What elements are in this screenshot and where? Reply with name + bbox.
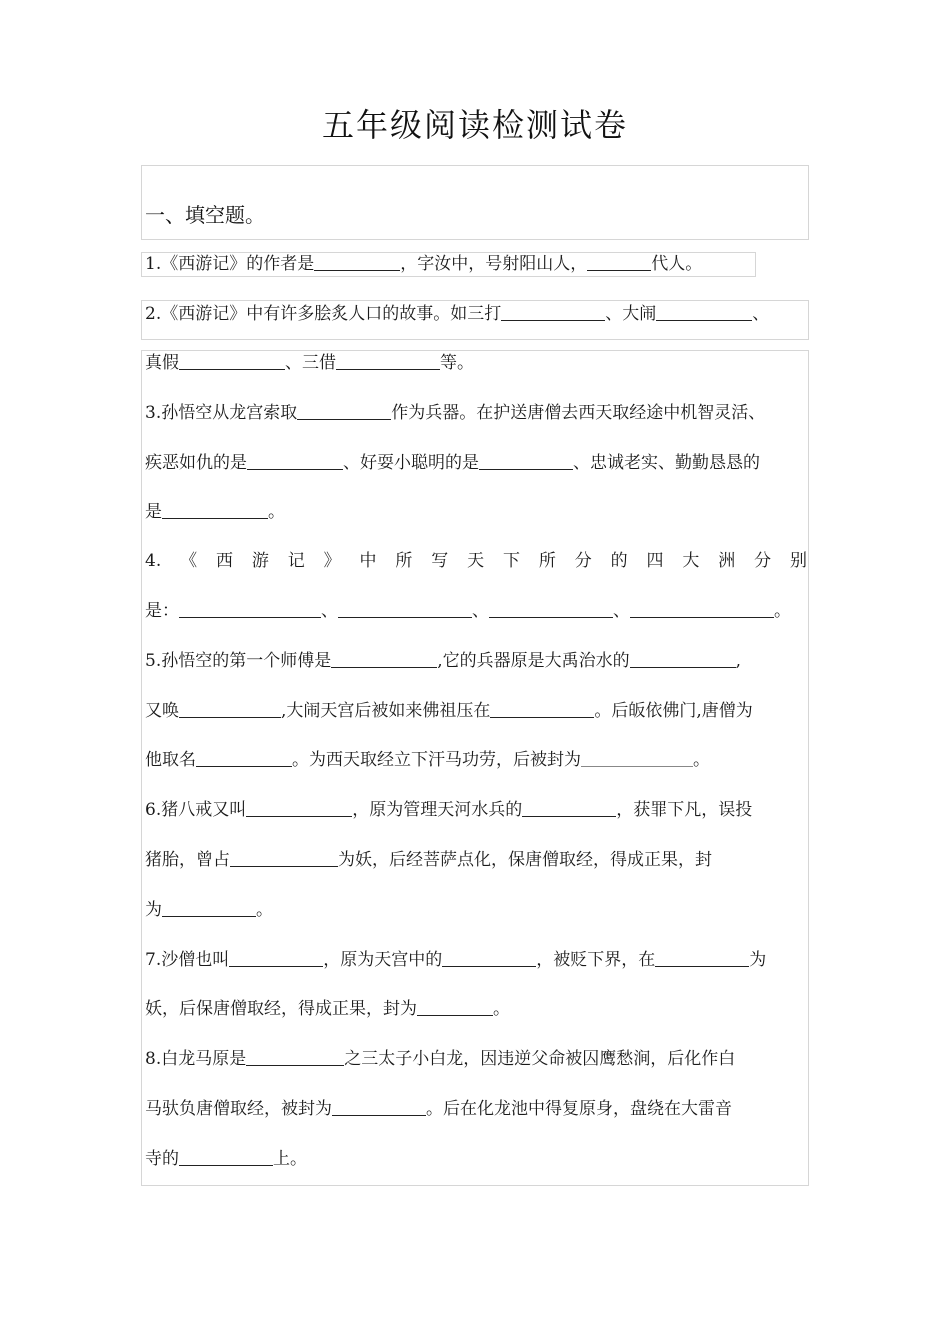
- answer-blank[interactable]: [179, 351, 285, 370]
- answer-blank[interactable]: [479, 451, 573, 470]
- question-7: 7.沙僧也叫 ，原为天宫中的 ，被贬下界，在 为: [145, 950, 767, 970]
- question-7-cont: 妖，后保唐僧取经，得成正果，封为 。: [145, 999, 510, 1019]
- answer-blank[interactable]: [247, 451, 343, 470]
- question-4-cont: 是： 、 、 、 。: [145, 601, 791, 621]
- answer-blank[interactable]: [246, 798, 352, 817]
- question-6-cont: 为 。: [145, 900, 273, 920]
- answer-blank[interactable]: [332, 1097, 426, 1116]
- answer-blank[interactable]: [656, 302, 752, 321]
- answer-blank[interactable]: [314, 252, 400, 271]
- answer-blank[interactable]: [162, 500, 268, 519]
- page-title: 五年级阅读检测试卷: [321, 106, 628, 144]
- answer-blank[interactable]: [630, 599, 774, 618]
- answer-blank[interactable]: [179, 599, 321, 618]
- answer-blank[interactable]: [230, 848, 338, 867]
- answer-blank[interactable]: [442, 948, 536, 967]
- answer-blank[interactable]: [501, 302, 605, 321]
- answer-blank[interactable]: [179, 1147, 273, 1166]
- answer-blank[interactable]: [587, 252, 651, 271]
- question-3: 3.孙悟空从龙宫索取 作为兵器。在护送唐僧去西天取经途中机智灵活、: [145, 403, 766, 423]
- question-8: 8.白龙马原是 之三太子小白龙，因违逆父命被囚鹰愁涧，后化作白: [145, 1049, 736, 1069]
- question-2: 2.《西游记》中有许多脍炙人口的故事。如三打 、大闹 、: [145, 304, 770, 324]
- answer-blank[interactable]: [331, 649, 437, 668]
- answer-blank[interactable]: [196, 748, 292, 767]
- answer-blank[interactable]: [297, 401, 391, 420]
- question-6: 6.猪八戒又叫 ，原为管理天河水兵的 ，获罪下凡，误投: [145, 800, 753, 820]
- answer-blank[interactable]: [246, 1047, 344, 1066]
- question-1: 1.《西游记》的作者是 ，字汝中，号射阳山人， 代人。: [145, 254, 703, 274]
- question-2-cont: 真假 、三借 等。: [145, 353, 474, 373]
- answer-blank[interactable]: [229, 948, 323, 967]
- answer-blank[interactable]: [581, 748, 693, 767]
- answer-blank[interactable]: [630, 649, 736, 668]
- answer-blank[interactable]: [489, 599, 613, 618]
- answer-blank[interactable]: [179, 699, 281, 718]
- answer-blank[interactable]: [336, 351, 440, 370]
- answer-blank[interactable]: [655, 948, 749, 967]
- answer-blank[interactable]: [162, 898, 256, 917]
- question-3-cont: 是 。: [145, 502, 285, 522]
- section-heading: 一、填空题。: [145, 203, 265, 227]
- question-3-cont: 疾恶如仇的是 、好耍小聪明的是 、忠诚老实、勤勤恳恳的: [145, 453, 760, 473]
- question-8-cont: 马驮负唐僧取经，被封为 。后在化龙池中得复原身，盘绕在大雷音: [145, 1099, 732, 1119]
- question-4: 4. 《 西 游 记 》 中 所 写 天 下 所 分 的 四 大 洲 分 别: [145, 551, 807, 571]
- answer-blank[interactable]: [522, 798, 616, 817]
- answer-blank[interactable]: [417, 997, 493, 1016]
- question-5: 5.孙悟空的第一个师傅是 ,它的兵器原是大禹治水的 ,: [145, 651, 742, 671]
- answer-blank[interactable]: [490, 699, 594, 718]
- question-5-cont: 他取名 。为西天取经立下汗马功劳，后被封为 。: [145, 750, 710, 770]
- question-6-cont: 猪胎，曾占 为妖，后经菩萨点化，保唐僧取经，得成正果，封: [145, 850, 712, 870]
- question-8-cont: 寺的 上。: [145, 1149, 307, 1169]
- question-5-cont: 又唤 ,大闹天宫后被如来佛祖压在 。后皈依佛门,唐僧为: [145, 701, 753, 721]
- answer-blank[interactable]: [338, 599, 472, 618]
